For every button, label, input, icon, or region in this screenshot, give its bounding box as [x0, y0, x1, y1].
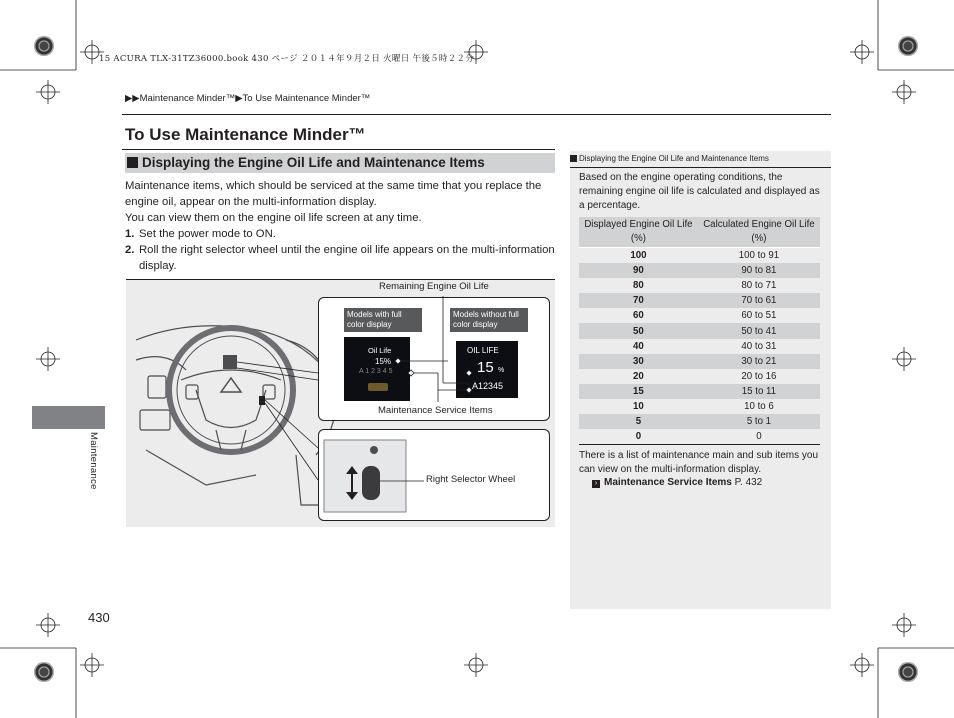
- table-cell: 10 to 6: [744, 400, 774, 412]
- step-number: 2.: [125, 244, 135, 256]
- link-page[interactable]: P. 432: [734, 477, 763, 488]
- header-divider: [122, 114, 831, 115]
- table-row: [579, 323, 820, 338]
- full-display-percent: 15%: [375, 357, 392, 366]
- table-cell: 40: [633, 340, 644, 352]
- tag-non-full-color: Models without full color display: [450, 308, 528, 332]
- table-cell: 20: [633, 370, 644, 382]
- oil-life-table: [579, 217, 820, 445]
- page-number: 430: [88, 610, 110, 625]
- full-display-codes: A 1 2 3 4 5: [359, 368, 393, 375]
- breadcrumb-item[interactable]: To Use Maintenance Minder™: [242, 93, 371, 104]
- mono-display-codes: A12345: [472, 381, 504, 391]
- table-row: [579, 339, 820, 354]
- file-header: 15 ACURA TLX-31TZ36000.book 430 ページ ２０１４年９月２日 火曜日 午後５時２２分: [99, 54, 475, 64]
- breadcrumb: [125, 93, 370, 104]
- sidebar-heading: [570, 154, 769, 163]
- title-divider: [122, 149, 555, 150]
- table-row: [579, 278, 820, 293]
- sidebar-intro: Based on the engine operating conditions, the remaining engine oil life is calculated and displayed as a percentage.: [579, 172, 820, 211]
- step-item: [125, 226, 555, 242]
- table-header: Displayed Engine Oil Life (%): [579, 217, 698, 248]
- table-cell: 60: [633, 310, 644, 322]
- remaining-oil-life-label: Remaining Engine Oil Life: [379, 281, 489, 292]
- table-cell: 20 to 16: [741, 370, 777, 382]
- table-cell: 50: [579, 323, 698, 338]
- body-text: [125, 178, 555, 274]
- table-cell: 100 to 91: [698, 248, 820, 264]
- reference-arrow-icon: ›: [592, 480, 600, 488]
- maintenance-service-items-label: Maintenance Service Items: [378, 405, 493, 416]
- table-cell: 5 to 1: [698, 414, 820, 429]
- step-number: 1.: [125, 228, 135, 240]
- mono-display-percent: 15: [477, 359, 494, 376]
- table-row: [579, 293, 820, 308]
- breadcrumb-arrow-icon: ▶▶: [125, 93, 140, 104]
- table-row: [579, 369, 820, 384]
- page-title: To Use Maintenance Minder™: [125, 125, 366, 144]
- chapter-tab-label: Maintenance: [88, 432, 99, 490]
- table-row: [579, 248, 820, 264]
- link-text[interactable]: Maintenance Service Items: [604, 477, 732, 488]
- table-row: [579, 399, 820, 414]
- table-cell: 80 to 71: [741, 280, 777, 292]
- section-heading-text: Displaying the Engine Oil Life and Maintenance Items: [142, 155, 485, 170]
- table-cell: 30: [579, 354, 698, 369]
- right-selector-wheel-label: Right Selector Wheel: [426, 474, 516, 485]
- sidebar-heading-text: Displaying the Engine Oil Life and Maintenance Items: [579, 154, 769, 163]
- section-heading: [125, 153, 555, 173]
- body-paragraph: Maintenance items, which should be serviced at the same time that you replace the engine oil, appear on the multi-information display.: [125, 180, 542, 208]
- table-cell: 30 to 21: [698, 354, 820, 369]
- table-cell: 15: [579, 384, 698, 399]
- table-cell: 70 to 61: [698, 293, 820, 308]
- step-item: [125, 242, 555, 274]
- table-cell: 100: [579, 248, 698, 264]
- table-row: [579, 308, 820, 323]
- breadcrumb-item[interactable]: Maintenance Minder™: [139, 93, 236, 104]
- step-text: Set the power mode to ON.: [139, 228, 276, 240]
- table-cell: 80: [633, 280, 644, 292]
- table-cell: 60 to 51: [741, 310, 777, 322]
- table-cell: 90: [579, 263, 698, 278]
- sidebar-divider: [570, 167, 831, 168]
- table-header: Calculated Engine Oil Life (%): [698, 217, 820, 248]
- cross-reference-link[interactable]: [592, 476, 838, 490]
- note-icon: [570, 155, 577, 162]
- full-display-title: Oil Life: [368, 346, 392, 355]
- body-paragraph: You can view them on the engine oil life screen at any time.: [125, 212, 422, 224]
- table-cell: 90 to 81: [698, 263, 820, 278]
- table-row: [579, 414, 820, 429]
- table-row: [579, 429, 820, 445]
- table-cell: 0: [635, 431, 642, 443]
- table-row: [579, 263, 820, 278]
- table-cell: 5: [579, 414, 698, 429]
- mono-display-percent-unit: %: [498, 367, 505, 374]
- selector-leader-line: [126, 280, 555, 527]
- table-cell: 50 to 41: [698, 323, 820, 338]
- table-cell: 70: [579, 293, 698, 308]
- step-text: Roll the right selector wheel until the engine oil life appears on the multi-information display.: [139, 244, 555, 272]
- breadcrumb-arrow-icon: ▶: [235, 93, 243, 104]
- illustration-figure: [126, 279, 555, 527]
- section-square-icon: [127, 157, 138, 168]
- table-cell: 40 to 31: [741, 340, 777, 352]
- chapter-tab: [32, 406, 105, 429]
- table-row: [579, 384, 820, 399]
- sidebar-outro: There is a list of maintenance main and sub items you can view on the multi-information display.: [579, 450, 819, 475]
- table-cell: 0: [756, 431, 762, 443]
- table-cell: 15 to 11: [698, 384, 820, 399]
- mono-display-title: OIL LIFE: [467, 346, 499, 355]
- table-cell: 10: [633, 400, 644, 412]
- table-row: [579, 354, 820, 369]
- tag-full-color: Models with full color display: [344, 308, 422, 332]
